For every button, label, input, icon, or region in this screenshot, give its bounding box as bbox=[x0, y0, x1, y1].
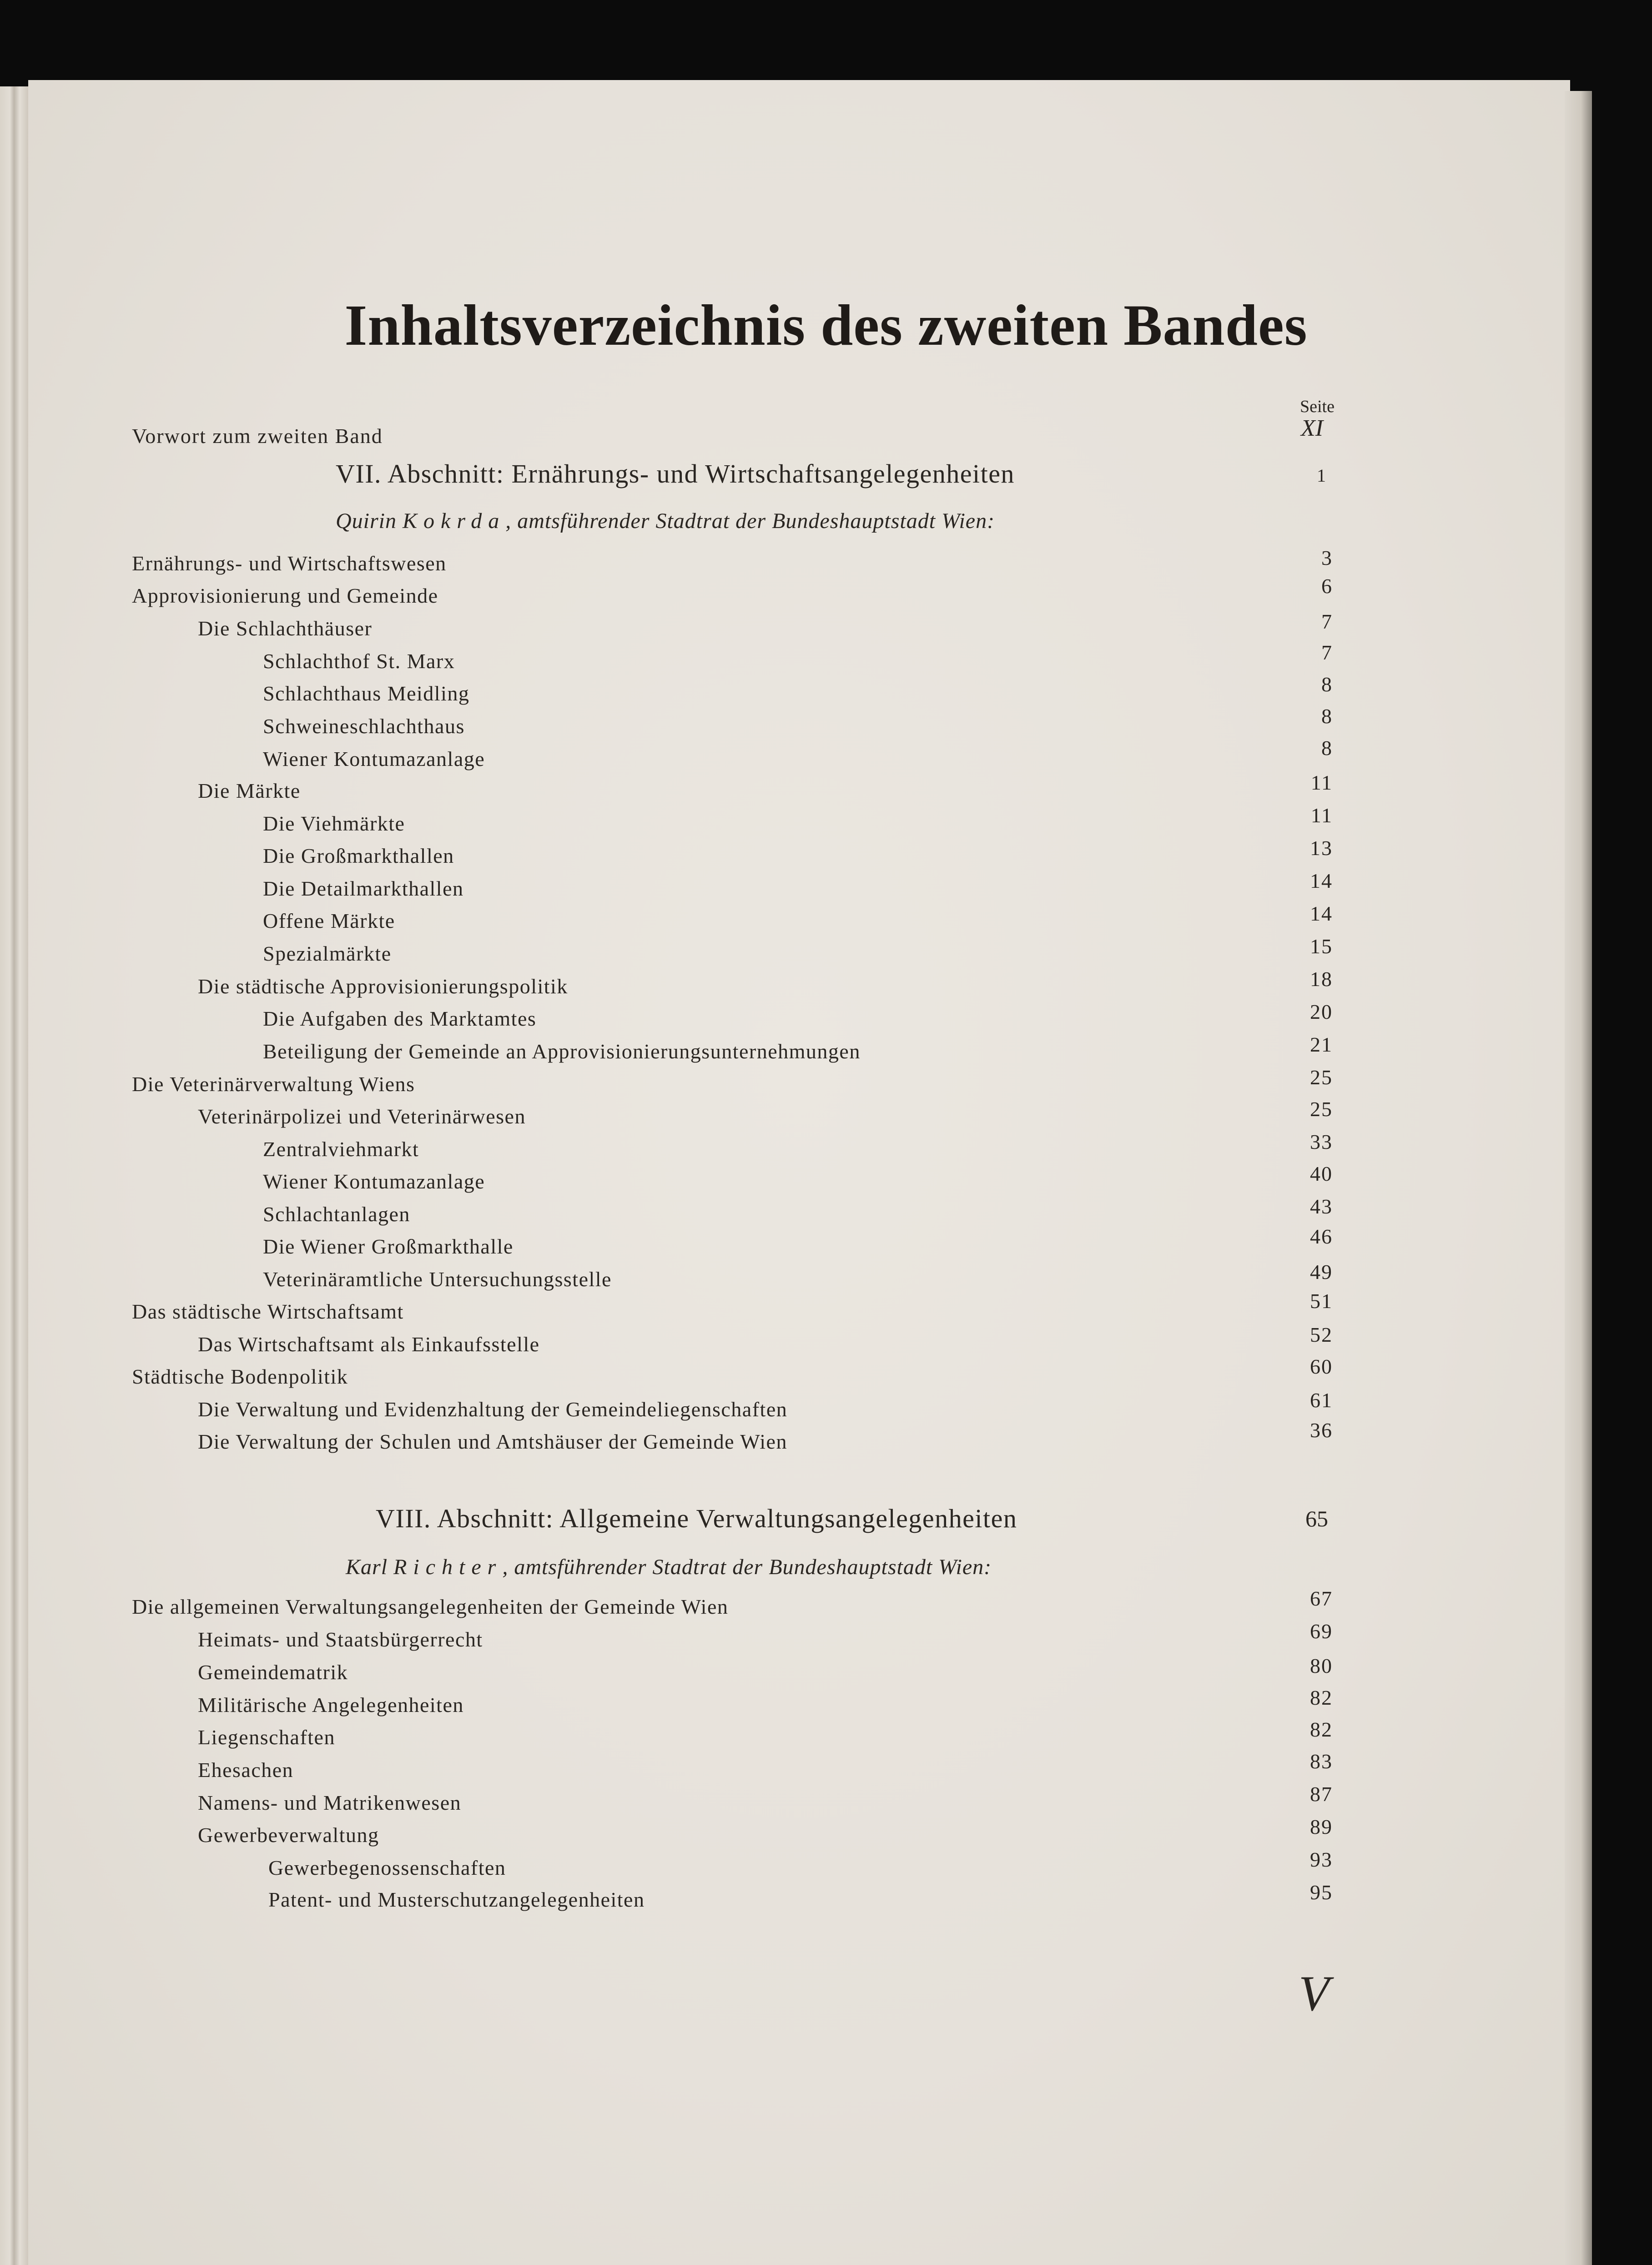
toc-page: 11 bbox=[1310, 804, 1333, 827]
toc-page: 49 bbox=[1310, 1260, 1333, 1284]
toc-entry: Patent- und Musterschutzangelegenheiten bbox=[268, 1888, 645, 1911]
toc-page: 95 bbox=[1310, 1881, 1333, 1904]
toc-entry: Die Verwaltung der Schulen und Amtshäuser der Gemeinde Wien bbox=[198, 1430, 787, 1453]
section-heading-viii: VIII. Abschnitt: Allgemeine Verwaltungsangelegenheiten bbox=[376, 1504, 1017, 1533]
toc-page: 82 bbox=[1310, 1718, 1333, 1741]
toc-entry: Beteiligung der Gemeinde an Approvisionierungsunternehmungen bbox=[263, 1040, 861, 1063]
toc-entry: Die allgemeinen Verwaltungsangelegenheiten der Gemeinde Wien bbox=[132, 1595, 729, 1618]
toc-page: 25 bbox=[1310, 1097, 1333, 1121]
toc-entry: Wiener Kontumazanlage bbox=[263, 747, 485, 770]
toc-entry: Gewerbegenossenschaften bbox=[268, 1856, 506, 1879]
toc-page: 46 bbox=[1310, 1225, 1333, 1248]
toc-entry: Die Viehmärkte bbox=[263, 812, 405, 835]
toc-entry: Die Aufgaben des Marktamtes bbox=[263, 1007, 537, 1030]
toc-page: 61 bbox=[1310, 1389, 1333, 1412]
toc-entry: Veterinärpolizei und Veterinärwesen bbox=[198, 1105, 526, 1128]
toc-page: 51 bbox=[1310, 1289, 1333, 1313]
toc-entry: Ernährungs- und Wirtschaftswesen bbox=[132, 552, 447, 575]
section-page-vii: 1 bbox=[1317, 465, 1326, 486]
toc-entry: Schlachtanlagen bbox=[263, 1203, 410, 1226]
author-last-name: Richter bbox=[393, 1555, 503, 1579]
toc-page: 69 bbox=[1310, 1620, 1333, 1643]
toc-entry: Wiener Kontumazanlage bbox=[263, 1170, 485, 1193]
seite-column-label: Seite bbox=[1300, 397, 1335, 416]
author-first-name: Karl bbox=[346, 1555, 388, 1579]
toc-entry: Veterinäramtliche Untersuchungsstelle bbox=[263, 1268, 612, 1291]
toc-page: 40 bbox=[1310, 1162, 1333, 1185]
section-heading-vii: VII. Abschnitt: Ernährungs- und Wirtschaftsangelegenheiten bbox=[336, 459, 1015, 488]
toc-page: 7 bbox=[1321, 641, 1333, 664]
toc-page: 20 bbox=[1310, 1000, 1333, 1023]
toc-page: 7 bbox=[1321, 610, 1333, 633]
toc-entry: Das Wirtschaftsamt als Einkaufsstelle bbox=[198, 1333, 540, 1356]
toc-page: 8 bbox=[1321, 673, 1333, 696]
section-author-vii bbox=[336, 508, 995, 534]
toc-entry: Ehesachen bbox=[198, 1758, 294, 1782]
toc-entry: Die Großmarkthallen bbox=[263, 844, 454, 867]
toc-page: 89 bbox=[1310, 1815, 1333, 1838]
toc-page: 14 bbox=[1310, 869, 1333, 892]
toc-page: 21 bbox=[1310, 1033, 1333, 1056]
toc-entry: Militärische Angelegenheiten bbox=[198, 1693, 464, 1716]
book-page bbox=[28, 80, 1570, 2265]
toc-page: 82 bbox=[1310, 1686, 1333, 1709]
page-title: Inhaltsverzeichnis des zweiten Bandes bbox=[344, 293, 1308, 357]
toc-entry: Die Detailmarkthallen bbox=[263, 877, 464, 900]
section-page-viii: 65 bbox=[1305, 1506, 1328, 1531]
author-first-name: Quirin bbox=[336, 509, 397, 533]
toc-entry: Städtische Bodenpolitik bbox=[132, 1365, 348, 1388]
toc-entry: Die städtische Approvisionierungspolitik bbox=[198, 975, 568, 998]
page-folio: V bbox=[1299, 1966, 1330, 2021]
toc-page: 87 bbox=[1310, 1782, 1333, 1806]
toc-page: 6 bbox=[1321, 574, 1333, 598]
toc-entry: Approvisionierung und Gemeinde bbox=[132, 584, 438, 607]
toc-page: 43 bbox=[1310, 1195, 1333, 1218]
toc-entry: Die Märkte bbox=[198, 779, 301, 802]
toc-entry: Namens- und Matrikenwesen bbox=[198, 1791, 462, 1814]
toc-entry: Das städtische Wirtschaftsamt bbox=[132, 1300, 404, 1323]
toc-page: 8 bbox=[1321, 736, 1333, 760]
toc-entry: Liegenschaften bbox=[198, 1726, 335, 1749]
author-last-name: Kokrda bbox=[403, 509, 506, 533]
toc-page: 36 bbox=[1310, 1419, 1333, 1442]
toc-page: 67 bbox=[1310, 1587, 1333, 1610]
toc-page: 8 bbox=[1321, 705, 1333, 728]
toc-page: 52 bbox=[1310, 1323, 1333, 1346]
toc-entry: Schlachthaus Meidling bbox=[263, 682, 470, 705]
toc-entry: Heimats- und Staatsbürgerrecht bbox=[198, 1628, 483, 1651]
toc-entry: Offene Märkte bbox=[263, 909, 395, 932]
toc-page: 18 bbox=[1310, 967, 1333, 991]
book-gutter bbox=[0, 86, 28, 2265]
toc-entry: Die Wiener Großmarkthalle bbox=[263, 1235, 514, 1258]
toc-page: 33 bbox=[1310, 1130, 1333, 1153]
page-edge bbox=[1565, 91, 1592, 2265]
toc-page: 80 bbox=[1310, 1654, 1333, 1677]
author-rest: , amtsführender Stadtrat der Bundeshauptstadt Wien: bbox=[502, 1555, 992, 1579]
author-rest: , amtsführender Stadtrat der Bundeshauptstadt Wien: bbox=[505, 509, 995, 533]
toc-page: 15 bbox=[1310, 935, 1333, 958]
toc-page: 60 bbox=[1310, 1355, 1333, 1378]
toc-entry: Zentralviehmarkt bbox=[263, 1138, 419, 1161]
toc-entry: Spezialmärkte bbox=[263, 942, 392, 965]
toc-page: 14 bbox=[1310, 902, 1333, 925]
toc-entry: Gemeindematrik bbox=[198, 1661, 348, 1684]
toc-entry-vorwort: Vorwort zum zweiten Band bbox=[132, 424, 383, 448]
toc-page: 13 bbox=[1310, 836, 1333, 860]
toc-page: 83 bbox=[1310, 1750, 1333, 1773]
section-author-viii bbox=[346, 1555, 992, 1580]
toc-page: 93 bbox=[1310, 1848, 1333, 1871]
toc-page: 11 bbox=[1310, 771, 1333, 794]
toc-entry: Schlachthof St. Marx bbox=[263, 649, 455, 673]
toc-entry: Gewerbeverwaltung bbox=[198, 1823, 379, 1847]
toc-entry: Schweineschlachthaus bbox=[263, 715, 465, 738]
toc-entry: Die Schlachthäuser bbox=[198, 617, 373, 640]
toc-entry: Die Verwaltung und Evidenzhaltung der Gemeindeliegenschaften bbox=[198, 1398, 788, 1421]
toc-page: 25 bbox=[1310, 1066, 1333, 1089]
toc-page: 3 bbox=[1321, 546, 1333, 569]
toc-entry: Die Veterinärverwaltung Wiens bbox=[132, 1072, 415, 1096]
toc-page-vorwort: XI bbox=[1301, 415, 1324, 441]
